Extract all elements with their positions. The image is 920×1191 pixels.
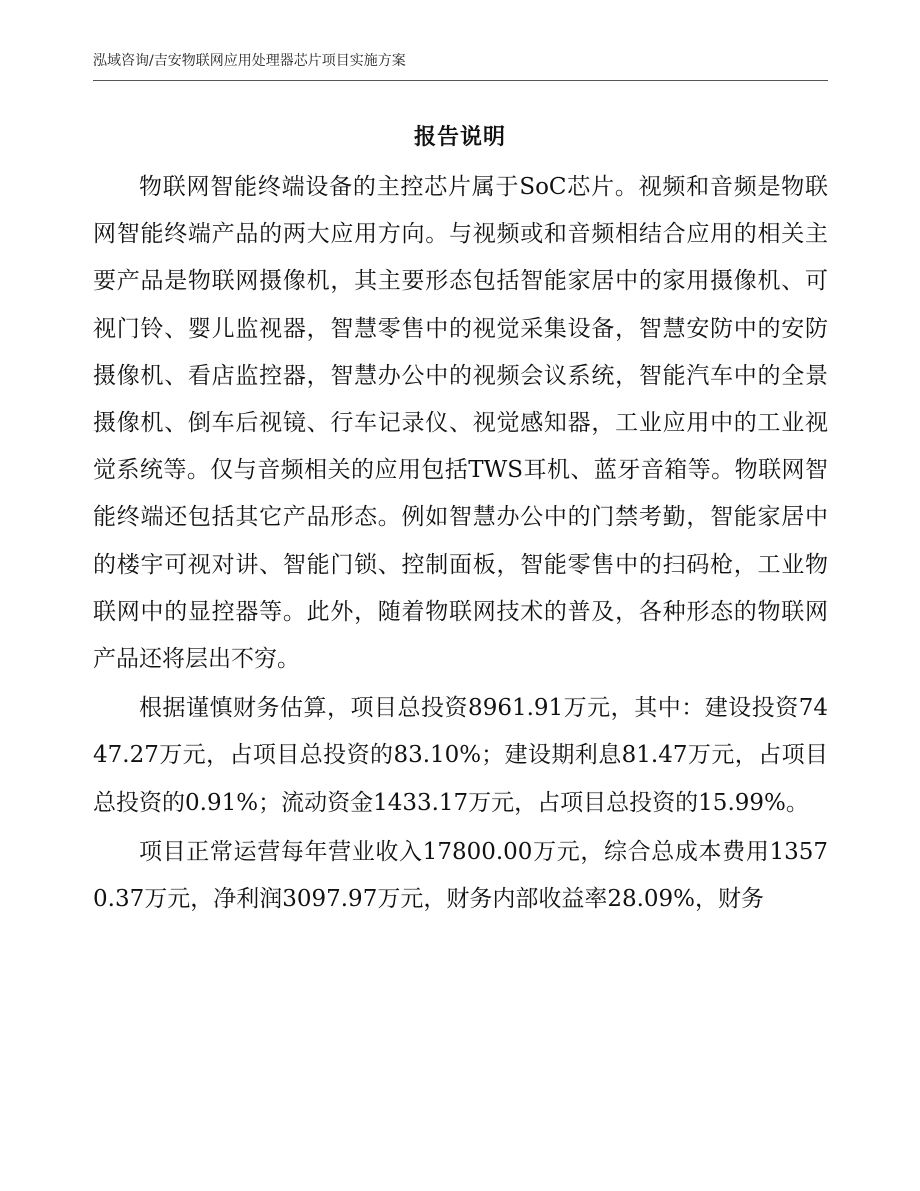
paragraph-iot-overview: 物联网智能终端设备的主控芯片属于SoC芯片。视频和音频是物联网智能终端产品的两大应用方向。与视频或和音频相结合应用的相关主要产品是物联网摄像机，其主要形态包括智能家居中的家用摄像机、可视门铃、婴儿监视器，智慧零售中的视觉采集设备，智慧安防中的安防摄像机、看店监控器，智慧办公中的视频会议系统，智能汽车中的全景摄像机、倒车后视镜、行车记录仪、视觉感知器，工业应用中的工业视觉系统等。仅与音频相关的应用包括TWS耳机、蓝牙音箱等。物联网智能终端还包括其它产品形态。例如智慧办公中的门禁考勤，智能家居中的楼宇可视对讲、智能门锁、控制面板，智能零售中的扫码枪，工业物联网中的显控器等。此外，随着物联网技术的普及，各种形态的物联网产品还将层出不穷。 xyxy=(93,174,828,673)
page-header: 泓域咨询/吉安物联网应用处理器芯片项目实施方案 xyxy=(93,53,406,69)
page-title: 报告说明 xyxy=(413,124,506,150)
paragraph-operations: 项目正常运营每年营业收入17800.00万元，综合总成本费用13570.37万元，净利润3097.97万元，财务内部收益率28.09%，财务 xyxy=(93,838,828,913)
header-divider xyxy=(93,80,828,81)
paragraph-investment: 根据谨慎财务估算，项目总投资8961.91万元，其中：建设投资7447.27万元，占项目总投资的83.10%；建设期利息81.47万元，占项目总投资的0.91%；流动资金1433.17万元，占项目总投资的15.99%。 xyxy=(93,695,828,816)
report-body xyxy=(93,164,828,925)
